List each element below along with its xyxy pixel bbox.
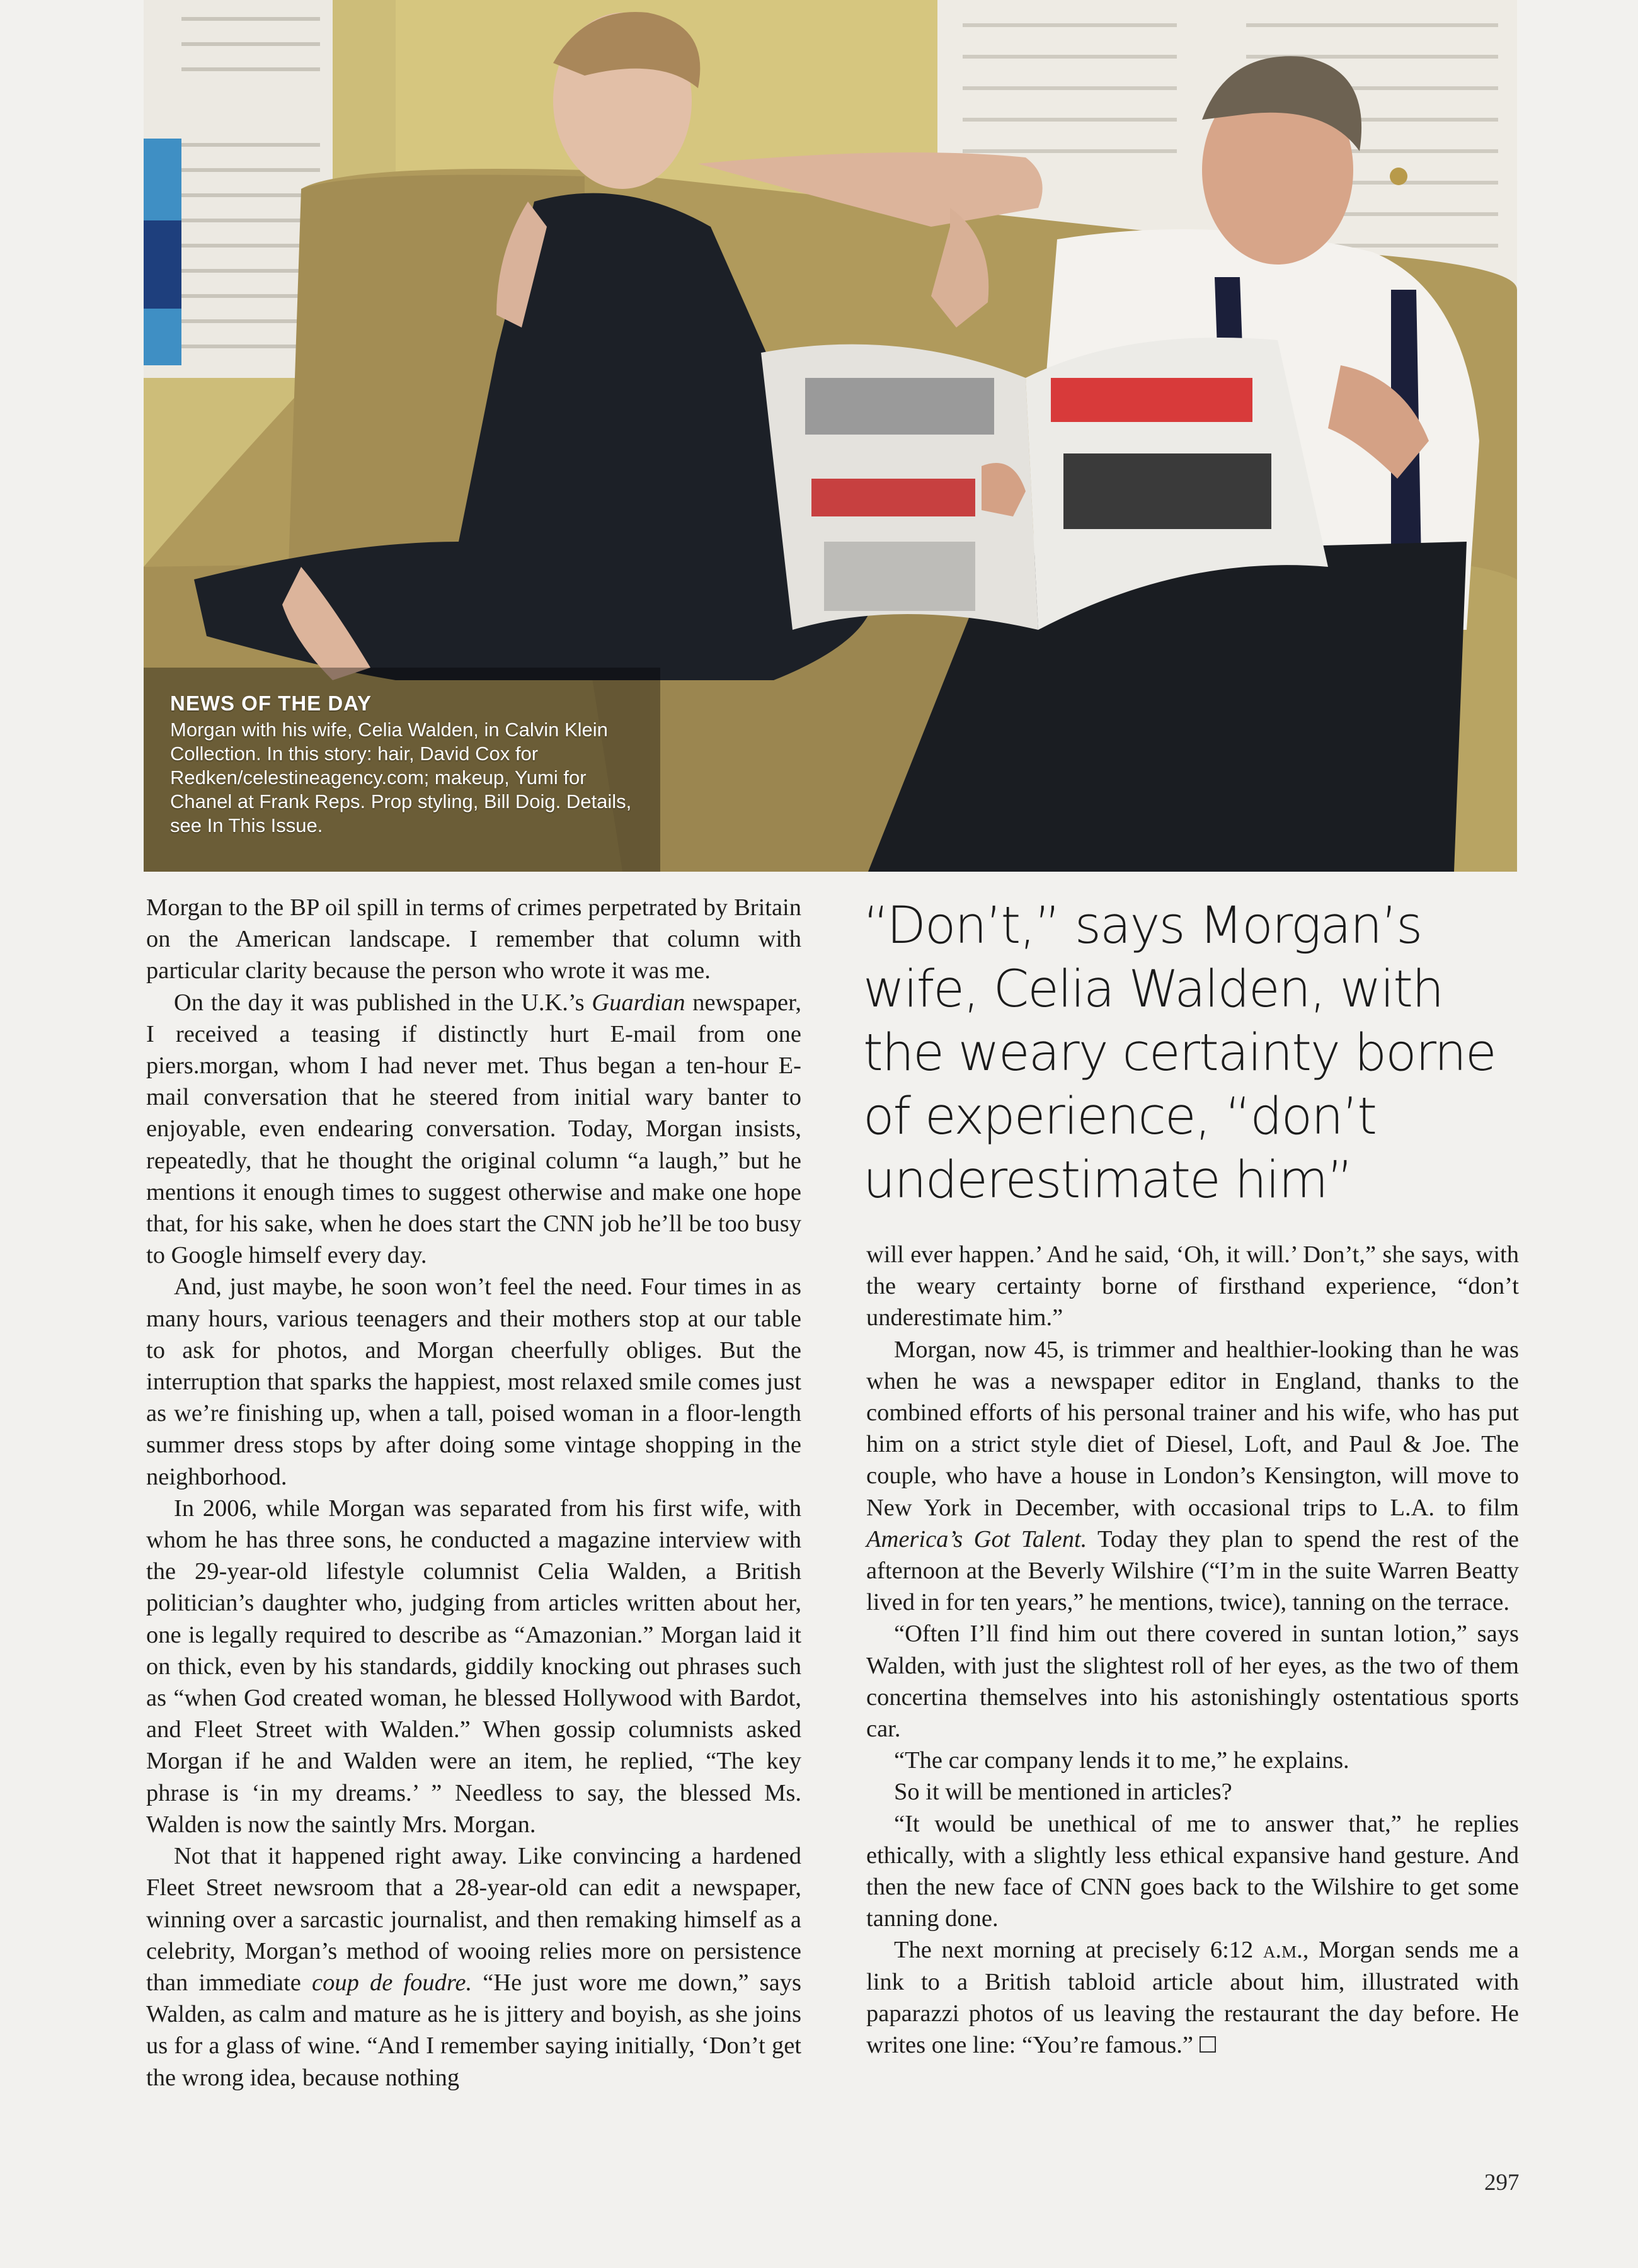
page-number: 297 — [1484, 2170, 1520, 2196]
caption-body: Morgan with his wife, Celia Walden, in Calvin Klein Collection. In this story: hair, David Cox for Redken/celestineagency.com; makeup, Yumi for Chanel at Frank Reps. Prop styling, Bill Doig. Details, see In This Issue. — [170, 719, 632, 836]
paragraph: In 2006, while Morgan was separated from his first wife, with whom he has three sons, he conducted a magazine interview with the 29-year-old lifestyle columnist Celia Walden, a British politician’s daughter who, judging from articles written about her, one is legally required to describe as “Amazonian.” Morgan laid it on thick, even by his standards, giddily knocking out phrases such as “when God created woman, he blessed Hollywood with Bardot, and Fleet Street with Walden.” When gossip columnists asked Morgan if he and Walden were an item, he replied, “The key phrase is ‘in my dreams.’ ” Needless to say, the blessed Ms. Walden is now the saintly Mrs. Morgan. — [146, 1495, 801, 1838]
paragraph: “It would be unethical of me to answer that,” he replies ethically, with a slightly less ethical expansive hand gesture. And then the new face of CNN goes back to the Wilshire to get some tanning done. — [866, 1810, 1519, 1932]
paragraph: And, just maybe, he soon won’t feel the need. Four times in as many hours, various teenagers and their mothers stop at our table to ask for photos, and Morgan cheerfully obliges. But the interruption that sparks the happiest, most relaxed smile comes just as we’re finishing up, when a tall, poised woman in a floor-length summer dress stops by after doing some vintage shopping in the neighborhood. — [146, 1274, 801, 1490]
paragraph: The next morning at precisely 6:12 a.m., Morgan sends me a link to a British tabloid article about him, illustrated with paparazzi photos of us leaving the restaurant the day before. He writes one line: “You’re famous.” — [866, 1937, 1520, 2059]
paragraph: So it will be mentioned in articles? — [894, 1779, 1232, 1806]
photo-caption — [170, 692, 649, 838]
paragraph: “The car company lends it to me,” he explains. — [894, 1747, 1349, 1774]
paragraph: Not that it happened right away. Like convincing a hardened Fleet Street newsroom that a 28-year-old can edit a newspaper, winning over a sarcastic journalist, and then remaking himself as a celebrity, Morgan’s method of wooing relies more on persistence than immediate coup de foudre. “He just wore me down,” says Walden, as calm and mature as he is jittery and boyish, as she joins us for a glass of wine. “And I remember saying initially, ‘Don’t get the wrong idea, because nothing — [146, 1843, 801, 2091]
caption-title: NEWS OF THE DAY — [170, 692, 372, 715]
end-of-article-icon — [1200, 2036, 1216, 2053]
article-column-right — [866, 1239, 1519, 2061]
article-column-left — [146, 892, 801, 2094]
paragraph: will ever happen.’ And he said, ‘Oh, it will.’ Don’t,” she says, with the weary certainty borne of firsthand experience, “don’t underestimate him.” — [866, 1241, 1519, 1331]
paragraph: On the day it was published in the U.K.’s Guardian newspaper, I received a teasing if distinctly hurt E-mail from one piers.morgan, whom I had never met. Thus began a ten-hour E-mail conversation that he steered from initial wary banter to enjoyable, even endearing conversation. Today, Morgan insists, repeatedly, that he thought the original column “a laugh,” but he mentions it enough times to suggest otherwise and make one hope that, for his sake, when he does start the CNN job he’ll be too busy to Google himself every day. — [146, 989, 801, 1269]
paragraph: “Often I’ll find him out there covered in suntan lotion,” says Walden, with just the slightest roll of her eyes, as the two of them concertina themselves into his astonishingly ostentatious sports car. — [866, 1621, 1519, 1743]
paragraph: Morgan, now 45, is trimmer and healthier-looking than he was when he was a newspaper editor in England, thanks to the combined efforts of his personal trainer and his wife, who has put him on a strict style diet of Diesel, Loft, and Paul & Joe. The couple, who have a house in London’s Kensington, will move to New York in December, with occasional trips to L.A. to film America’s Got Talent. Today they plan to spend the rest of the afternoon at the Beverly Wilshire (“I’m in the suite Warren Beatty lived in for ten years,” he mentions, twice), tanning on the terrace. — [866, 1336, 1519, 1616]
paragraph: Morgan to the BP oil spill in terms of crimes perpetrated by Britain on the American landscape. I remember that column with particular clarity because the person who wrote it was me. — [146, 894, 801, 984]
pull-quote: “Don’t,” says Morgan’s wife, Celia Walden, with the weary certainty borne of experience, “don’t underestimate him” — [863, 896, 1496, 1210]
feature-photo — [144, 0, 1517, 872]
